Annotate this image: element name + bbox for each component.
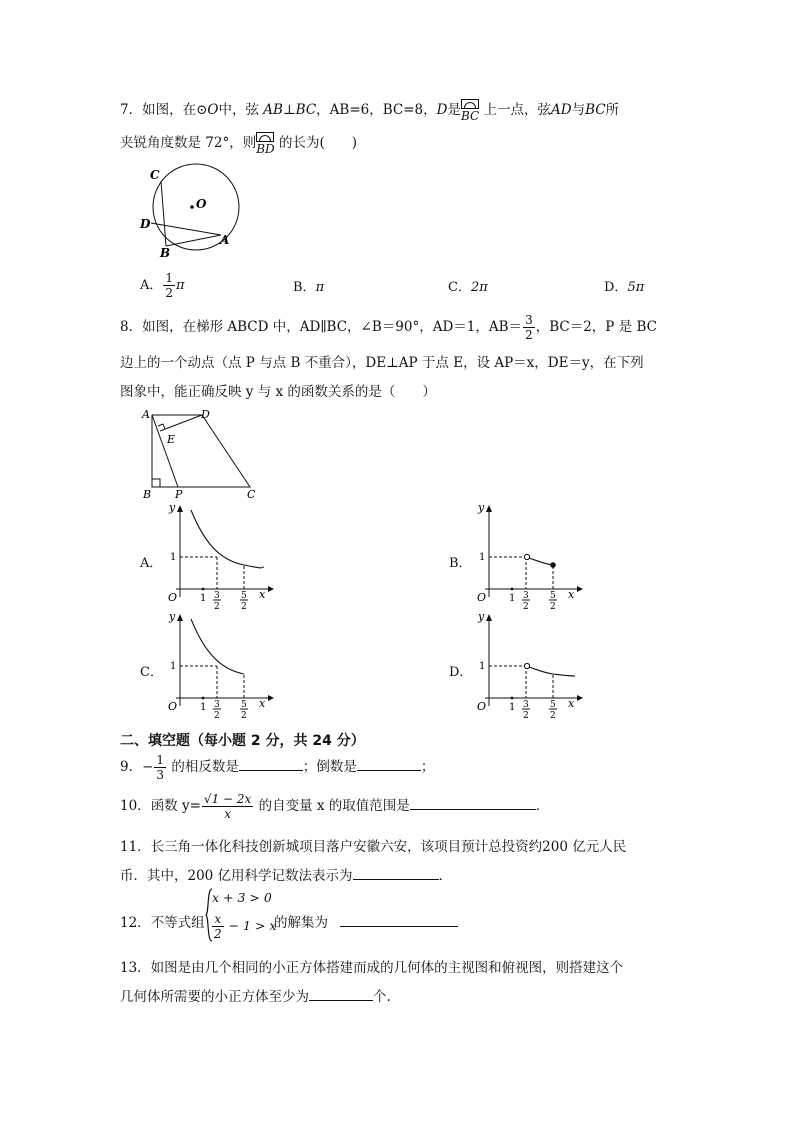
q7-chord-ad: AD xyxy=(551,102,572,118)
q7-label-d: D xyxy=(140,217,151,231)
q12-text1: 不等式组 xyxy=(150,915,205,931)
graph-c-y-label: y xyxy=(169,611,176,623)
graph-c-x-label: x xyxy=(259,697,266,710)
q7-point-d: D xyxy=(436,102,448,118)
q7-chord-ab-line xyxy=(166,235,221,246)
q8-graph-b xyxy=(473,502,588,612)
q11-line1: 11．长三角一体化科技创新城项目落户安徽六安，该项目预计总投资约200 亿元人民 xyxy=(120,839,627,855)
graph-c-frac5-n: 5 xyxy=(241,700,247,710)
q9-minus: − xyxy=(142,759,154,775)
q7-option-c xyxy=(448,276,488,295)
graph-d-x-label: x xyxy=(568,697,575,710)
q13-blank[interactable] xyxy=(309,988,373,1001)
graph-b-y-arrow xyxy=(486,505,492,512)
q7-line1 xyxy=(120,98,619,122)
graph-c-frac3-n: 3 xyxy=(214,700,220,710)
q8-graph-b-label: B． xyxy=(449,556,472,571)
q9-frac xyxy=(154,754,166,781)
q12-frac-den: 2 xyxy=(214,927,222,941)
q7-option-d xyxy=(604,276,644,295)
graph-d-tick-1 xyxy=(511,697,514,700)
graph-b-frac3-d: 2 xyxy=(523,602,529,612)
q8-number: 8． xyxy=(120,319,143,335)
graph-c-x-arrow xyxy=(268,695,274,701)
q11-line2 xyxy=(120,864,452,884)
graph-d-x-arrow xyxy=(577,695,583,701)
q7-option-d-value: 5π xyxy=(627,280,645,295)
q7-text7: 所 xyxy=(605,102,620,118)
q9-blank-opposite[interactable] xyxy=(239,758,303,771)
graph-b-x-label: x xyxy=(568,588,575,601)
graph-d-one-x: 1 xyxy=(509,702,516,713)
q7-option-a-den: 2 xyxy=(165,286,174,300)
graph-b-origin: O xyxy=(477,591,487,604)
q7-option-b xyxy=(293,276,324,295)
graph-a-one-y: 1 xyxy=(170,552,177,563)
q7-circle-figure xyxy=(136,160,246,260)
q8-label-c: C xyxy=(247,488,256,501)
q12-text2: 的解集为 xyxy=(274,915,328,931)
q7-option-b-value: π xyxy=(315,280,325,295)
q11-blank[interactable] xyxy=(353,867,439,880)
q13-line1: 13．如图是由几个相同的小正方体搭建而成的几何体的主视图和俯视图，则搭建这个 xyxy=(120,960,624,976)
q7-label-a: A xyxy=(220,233,230,247)
graph-b-curve xyxy=(529,558,553,565)
q7-option-c-value: 2π xyxy=(470,280,488,295)
q8-label-p: P xyxy=(175,488,183,501)
graph-b-one-y: 1 xyxy=(479,552,486,563)
graph-a-x-arrow xyxy=(268,586,274,592)
q12-frac-num: x xyxy=(212,913,224,927)
section-title-fill-blank: 二、填空题（每小题 2 分，共 24 分） xyxy=(120,733,365,749)
q8-right-angle-e xyxy=(158,424,165,429)
graph-c-y-arrow xyxy=(177,614,183,621)
graph-a-y-arrow xyxy=(177,505,183,512)
q8-line3: 图象中，能正确反映 y 与 x 的函数关系的是（ ） xyxy=(120,384,436,400)
q13-line2-text: 几何体所需要的小正方体至少为 xyxy=(120,989,309,1005)
q12-number: 12． xyxy=(120,915,151,931)
graph-d-open-point xyxy=(524,663,529,668)
graph-d-y-arrow xyxy=(486,614,492,621)
q9-line xyxy=(120,754,434,781)
graph-c-frac3-d: 2 xyxy=(214,711,220,721)
graph-d-frac5-n: 5 xyxy=(550,700,556,710)
graph-b-closed-point xyxy=(550,562,556,568)
q7-ab-perp-bc: AB⊥BC xyxy=(263,102,317,118)
q8-label-a: A xyxy=(142,408,150,421)
q8-graph-d xyxy=(473,611,588,721)
q12-inequality-2 xyxy=(211,913,276,940)
q8-segment-de xyxy=(160,415,202,431)
q8-line1-text: 如图，在梯形 ABCD 中，AD∥BC，∠B＝90°，AD＝1，AB＝ xyxy=(142,319,523,335)
graph-a-tick-1 xyxy=(202,588,205,591)
q12-inequality-2-tail: − 1 > x xyxy=(224,918,277,933)
graph-b-frac5-n: 5 xyxy=(550,591,556,601)
graph-c-one-x: 1 xyxy=(200,702,207,713)
q8-graph-d-label: D． xyxy=(449,665,473,680)
graph-a-frac5-d: 2 xyxy=(241,602,247,612)
q7-line2 xyxy=(120,131,357,155)
q7-chord-bc: BC xyxy=(585,102,606,118)
graph-c-one-y: 1 xyxy=(170,661,177,672)
graph-a-curve xyxy=(191,510,264,568)
q7-option-a-num: 1 xyxy=(165,271,174,285)
q7-option-c-label: C． xyxy=(448,280,471,295)
graph-d-origin: O xyxy=(477,700,487,713)
graph-a-origin: O xyxy=(168,591,178,604)
q9-blank-reciprocal[interactable] xyxy=(357,758,421,771)
q7-arc-bd xyxy=(256,132,274,155)
q7-arc-bc-label: BC xyxy=(460,109,480,123)
graph-c-tick-1 xyxy=(202,697,205,700)
q8-graph-a xyxy=(164,502,279,612)
q7-text4: 是 xyxy=(447,102,461,118)
q9-text1: 的相反数是 xyxy=(171,759,239,775)
q7-text3: ，AB=6，BC=8， xyxy=(316,102,437,118)
q8-line2: 边上的一个动点（点 P 与点 B 不重合），DE⊥AP 于点 E，设 AP＝x，DE＝y，在下列 xyxy=(120,355,644,371)
graph-a-frac3-d: 2 xyxy=(214,602,220,612)
q12-frac xyxy=(212,913,224,940)
q12-answer-line xyxy=(274,911,458,931)
q8-trapezoid xyxy=(152,415,250,487)
q9-number: 9． xyxy=(120,759,143,775)
q8-graph-c xyxy=(164,611,279,721)
q7-option-a-label: A． xyxy=(140,278,163,293)
q13-line2-tail: 个. xyxy=(373,989,391,1005)
graph-b-y-label: y xyxy=(478,502,485,514)
q7-text2: 中，弦 xyxy=(218,102,259,118)
graph-d-one-y: 1 xyxy=(479,661,486,672)
q10-text2: 的自变量 x 的取值范围是 xyxy=(258,798,410,814)
q9-text3: ； xyxy=(420,759,435,775)
graph-d-frac3-d: 2 xyxy=(523,711,529,721)
q9-frac-num: 1 xyxy=(156,753,165,767)
q12-blank[interactable] xyxy=(340,914,458,927)
q7-option-a-pi: π xyxy=(176,278,185,293)
graph-d-curve xyxy=(529,667,575,676)
graph-b-open-point xyxy=(524,554,529,559)
q8-label-e: E xyxy=(167,433,176,446)
q12-line xyxy=(120,911,205,931)
q7-option-a-frac xyxy=(163,272,175,299)
q8-line1 xyxy=(120,314,657,341)
q10-frac-num: √1 − 2x xyxy=(203,792,252,806)
q7-text5: 上一点，弦 xyxy=(483,102,551,118)
q8-trapezoid-figure xyxy=(138,406,268,504)
q7-line2-text: 夹锐角度数是 72°，则 xyxy=(120,135,257,151)
q7-chord-bc-line xyxy=(161,181,166,246)
graph-a-x-label: x xyxy=(259,588,266,601)
graph-b-frac3-n: 3 xyxy=(523,591,529,601)
q10-frac xyxy=(202,793,253,820)
q7-option-b-label: B． xyxy=(293,280,316,295)
q8-ab-frac xyxy=(523,314,535,341)
q8-graph-a-label: A． xyxy=(140,556,163,571)
q7-option-a xyxy=(140,272,185,299)
q7-label-o: O xyxy=(196,197,207,211)
q8-label-d: D xyxy=(201,408,210,421)
q7-number: 7． xyxy=(120,102,143,118)
graph-a-frac5-n: 5 xyxy=(241,591,247,601)
graph-b-one-x: 1 xyxy=(509,593,516,604)
q10-text3: ． xyxy=(535,798,550,814)
q7-circle-o: O xyxy=(207,102,219,118)
q7-arc-bc xyxy=(461,99,479,122)
q10-blank[interactable] xyxy=(410,797,536,810)
graph-b-tick-1 xyxy=(511,588,514,591)
q7-center-dot xyxy=(190,205,194,209)
q10-number: 10． xyxy=(120,798,151,814)
graph-d-frac5-d: 2 xyxy=(550,711,556,721)
graph-a-y-label: y xyxy=(169,502,176,514)
q13-line2 xyxy=(120,985,391,1005)
graph-a-one-x: 1 xyxy=(200,593,207,604)
q8-graph-c-label: C． xyxy=(140,665,163,680)
graph-c-curve xyxy=(191,619,244,674)
q12-inequality-1: x + 3 > 0 xyxy=(212,890,272,905)
q8-ab-den: 2 xyxy=(525,328,533,342)
q7-text1: 如图，在⊙ xyxy=(142,102,208,118)
q7-option-d-label: D． xyxy=(604,280,628,295)
graph-b-x-arrow xyxy=(577,586,583,592)
q11-line2-tail: ． xyxy=(438,868,453,884)
q7-label-b: B xyxy=(160,246,171,260)
graph-d-frac3-n: 3 xyxy=(523,700,529,710)
q7-arc-bd-label: BD xyxy=(256,142,275,156)
q10-text1: 函数 y= xyxy=(150,798,201,814)
q7-text6: 与 xyxy=(571,102,586,118)
graph-a-frac3-n: 3 xyxy=(214,591,220,601)
q8-label-b: B xyxy=(143,488,152,501)
q7-line2-tail: 的长为( ) xyxy=(278,135,358,151)
q10-line xyxy=(120,793,549,820)
q8-line1-tail: ，BC＝2，P 是 BC xyxy=(535,319,657,335)
graph-b-frac5-d: 2 xyxy=(550,602,556,612)
q9-frac-den: 3 xyxy=(156,768,165,782)
graph-d-y-label: y xyxy=(478,611,485,623)
q8-right-angle-b xyxy=(152,479,160,487)
q11-line2-text: 币．其中，200 亿用科学记数法表示为 xyxy=(120,868,353,884)
q8-ab-num: 3 xyxy=(525,313,533,327)
q10-frac-den: x xyxy=(224,807,231,821)
q7-label-c: C xyxy=(150,168,160,182)
graph-c-frac5-d: 2 xyxy=(241,711,247,721)
q9-text2: ；倒数是 xyxy=(302,759,357,775)
graph-c-origin: O xyxy=(168,700,178,713)
